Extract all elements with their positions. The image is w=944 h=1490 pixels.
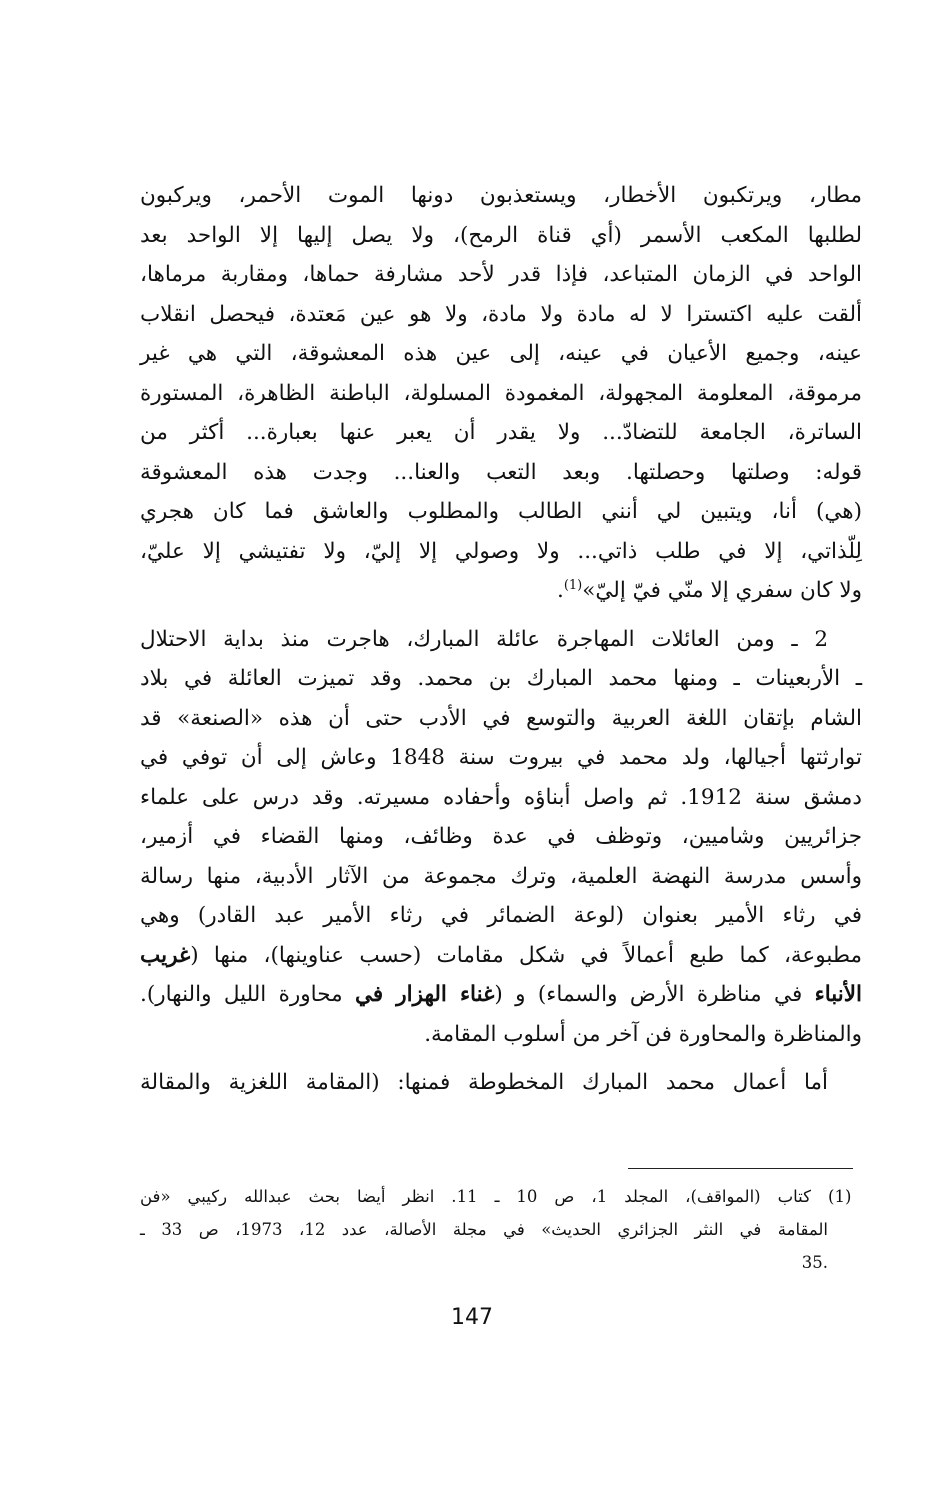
body-text xyxy=(140,176,862,1103)
text-line: عينه، وجميع الأعيان في عينه، إلى عين هذه المعشوقة، التي هي غير xyxy=(140,341,862,366)
text-line: جزائريين وشاميين، وتوظف في عدة وظائف، ومنها القضاء في أزمير، xyxy=(140,824,862,849)
text-line: ـ الأربعينات ـ ومنها محمد المبارك بن محمد. وقد تميزت العائلة في بلاد xyxy=(140,666,862,691)
footnote-separator xyxy=(628,1168,853,1169)
text-line xyxy=(140,975,862,1015)
footnote-line: المقامة في النثر الجزائري الحديث» في مجلة الأصالة، عدد 12، 1973، ص 33 ـ xyxy=(140,1220,828,1239)
last-line-end: . xyxy=(556,578,564,603)
page-number: 147 xyxy=(451,1305,493,1330)
text-line: (هي) أنا، ويتبين لي أنني الطالب والمطلوب والعاشق فما كان هجري xyxy=(140,499,862,524)
text-line: أما أعمال محمد المبارك المخطوطة فمنها: (المقامة اللغزية والمقالة xyxy=(140,1070,828,1095)
text-line-last: والمناظرة والمحاورة فن آخر من أسلوب المقامة. xyxy=(424,1021,862,1047)
text-line: مرموقة، المعلومة المجهولة، المغمودة المسلولة، الباطنة الظاهرة، المستورة xyxy=(140,380,862,406)
paragraph-1 xyxy=(140,176,862,611)
text-line: لطلبها المكعب الأسمر (أي قناة الرمح)، ولا يصل إليها إلا الواحد بعد xyxy=(140,222,862,248)
text-line: وأسس مدرسة النهضة العلمية، وترك مجموعة من الآثار الأدبية، منها رسالة xyxy=(140,863,862,889)
text-line: لِلّذاتي، إلا في طلب ذاتي... ولا وصولي إلا إليّ، ولا تفتيشي إلا عليّ، xyxy=(140,538,862,564)
footnote-line: .35 xyxy=(801,1253,828,1272)
footnote-line xyxy=(140,1180,862,1213)
text-line: دمشق سنة 1912. ثم واصل أبناؤه وأحفاده مسيرته. وقد درس على علماء xyxy=(140,784,862,810)
text-line: في رثاء الأمير بعنوان (لوعة الضمائر في رثاء الأمير عبد القادر) وهي xyxy=(140,903,862,928)
text-line: مطار، ويرتكبون الأخطار، ويستعذبون دونها الموت الأحمر، ويركبون xyxy=(140,183,862,208)
text-line: ألقت عليه اكتسترا لا له مادة ولا مادة، ولا هو عين مَعتدة، فيحصل انقلاب xyxy=(140,301,862,327)
footnote-marker: (1) xyxy=(828,1187,852,1206)
bold-title: غناء الهزار في xyxy=(355,982,495,1007)
footnotes xyxy=(140,1180,862,1279)
text-line: 2 ـ ومن العائلات المهاجرة عائلة المبارك، هاجرت منذ بداية الاحتلال xyxy=(140,626,828,652)
text-line: الواحد في الزمان المتباعد، فإذا قدر لأحد مشارفة حماها، ومقاربة مرماها، xyxy=(140,262,862,287)
footnote-text: كتاب (المواقف)، المجلد 1، ص 10 ـ 11. انظر أيضا بحث عبدالله ركيبي «فن xyxy=(140,1187,811,1206)
line-10-middle: في مناظرة الأرض والسماء) و ( xyxy=(494,982,815,1007)
line-9-start: مطبوعة، كما طبع أعمالاً في شكل مقامات (حسب عناوينها)، منها ( xyxy=(190,942,862,968)
footnote-reference[interactable]: (1) xyxy=(563,577,583,593)
line-10-end: محاورة الليل والنهار). xyxy=(140,982,356,1007)
text-line: قوله: وصلتها وحصلتها. وبعد التعب والعنا... وجدت هذه المعشوقة xyxy=(140,459,862,485)
paragraph-2 xyxy=(140,620,862,1055)
text-line-last xyxy=(140,571,862,611)
bold-title: غريب xyxy=(140,942,191,968)
text-line: توارثتها أجيالها، ولد محمد في بيروت سنة 1848 وعاش إلى أن توفي في xyxy=(140,745,862,770)
paragraph-3 xyxy=(140,1063,862,1103)
text-line: الساترة، الجامعة للتضادّ... ولا يقدر أن يعبر عنها بعبارة... أكثر من xyxy=(140,420,862,445)
text-line xyxy=(140,936,862,976)
bold-title: الأنباء xyxy=(814,982,862,1007)
text-line: الشام بإتقان اللغة العربية والتوسع في الأدب حتى أن هذه «الصنعة» قد xyxy=(140,705,862,731)
last-line-text: ولا كان سفري إلا منّي فيّ إليّ» xyxy=(582,578,862,603)
